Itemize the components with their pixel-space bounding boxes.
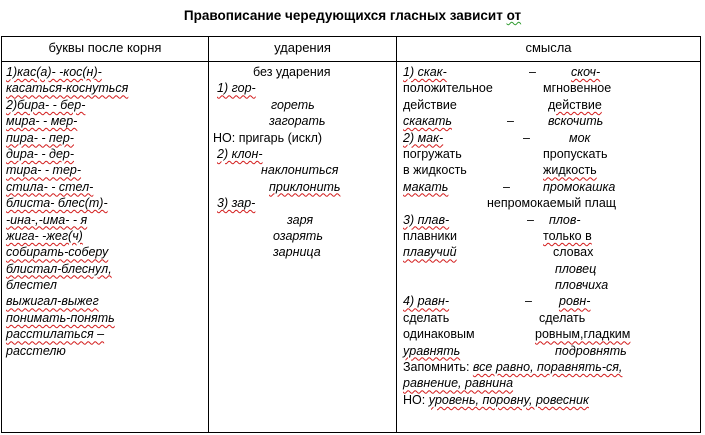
column-divider: [208, 37, 209, 432]
stress-line: заря: [287, 212, 314, 227]
meaning-line: плавники только в: [403, 228, 592, 243]
meaning-line: 1) скак- – скоч-: [403, 65, 601, 79]
stress-line: НО: пригарь (искл): [213, 130, 323, 145]
meaning-line: непромокаемый плащ: [487, 196, 617, 211]
rule-line: касаться-коснуться: [6, 81, 129, 96]
column-letters: [6, 64, 206, 359]
meaning-line: положительное мгновенное: [403, 81, 612, 96]
rule-line: пира- - пер-: [6, 130, 74, 145]
rule-line: расстелю: [6, 343, 66, 358]
meaning-line: действие действие: [403, 97, 602, 112]
stress-line: озарять: [273, 228, 323, 243]
rule-line: блестел: [6, 278, 57, 293]
rule-line: тира- - тер-: [6, 163, 82, 178]
meaning-line: погружать пропускать: [403, 146, 608, 161]
header-meaning: смысла: [525, 40, 572, 55]
meaning-line: уравнять подровнять: [403, 343, 627, 358]
stress-line: 3) зар-: [217, 196, 256, 211]
rule-line: мира- - мер-: [6, 114, 78, 129]
stress-line: без ударения: [253, 65, 331, 79]
rule-line: дира- - дер-: [6, 146, 75, 161]
rule-line: расстилаться –: [6, 327, 105, 342]
stress-line: 1) гор-: [217, 81, 256, 96]
meaning-line: одинаковым ровным,гладким: [403, 327, 631, 342]
page-title: [0, 8, 705, 23]
meaning-line: в жидкость жидкость: [403, 163, 597, 178]
meaning-line: макать – промокашка: [403, 179, 616, 194]
header-divider: [2, 61, 700, 62]
meaning-line: НО: уровень, поровну, ровесник: [403, 392, 589, 407]
meaning-line: 2) мак- – мок: [403, 130, 591, 145]
title-text: Правописание чередующихся гласных зависит: [183, 8, 507, 23]
column-divider: [396, 37, 397, 432]
meaning-line: сделать сделать: [403, 310, 586, 325]
stress-line: зарница: [273, 245, 321, 260]
rule-line: стила- - стел-: [6, 179, 94, 194]
rule-line: собирать-соберу: [6, 245, 109, 260]
stress-line: наклониться: [261, 163, 339, 178]
meaning-line: Запомнить: все равно, поравнять-ся,: [403, 360, 623, 375]
rule-line: понимать-понять: [6, 310, 115, 325]
stress-line: гореть: [271, 97, 315, 112]
meaning-line: пловец: [555, 261, 597, 276]
stress-line: 2) клон-: [217, 146, 263, 161]
meaning-line: скакать – вскочить: [403, 114, 604, 129]
stress-line: приклонить: [269, 179, 341, 194]
title-last-word: от: [506, 8, 522, 23]
rule-line: выжигал-выжег: [6, 294, 99, 309]
rule-line: жига- -жег(ч): [6, 228, 83, 243]
meaning-line: 4) равн- – ровн-: [403, 294, 591, 309]
header-stress: ударения: [274, 40, 331, 55]
rule-line: блиста- блес(т)-: [6, 196, 108, 211]
rule-line: 2)бира- - бер-: [6, 97, 86, 112]
rule-line: блистал-блеснул,: [6, 261, 112, 276]
header-letters: буквы после корня: [48, 40, 162, 55]
stress-line: загорать: [269, 114, 326, 129]
meaning-line: пловчиха: [555, 278, 609, 293]
column-meaning: [403, 64, 699, 408]
meaning-line: равнение, равнина: [403, 376, 514, 391]
column-stress: [213, 64, 393, 261]
meaning-line: 3) плав- – плов-: [403, 212, 581, 227]
rule-line: -ина-,-има- - я: [6, 212, 88, 227]
rules-table: [1, 36, 701, 433]
rule-line: 1)кас(а)- -кос(н)-: [6, 65, 102, 79]
meaning-line: плавучий словах: [403, 245, 594, 260]
